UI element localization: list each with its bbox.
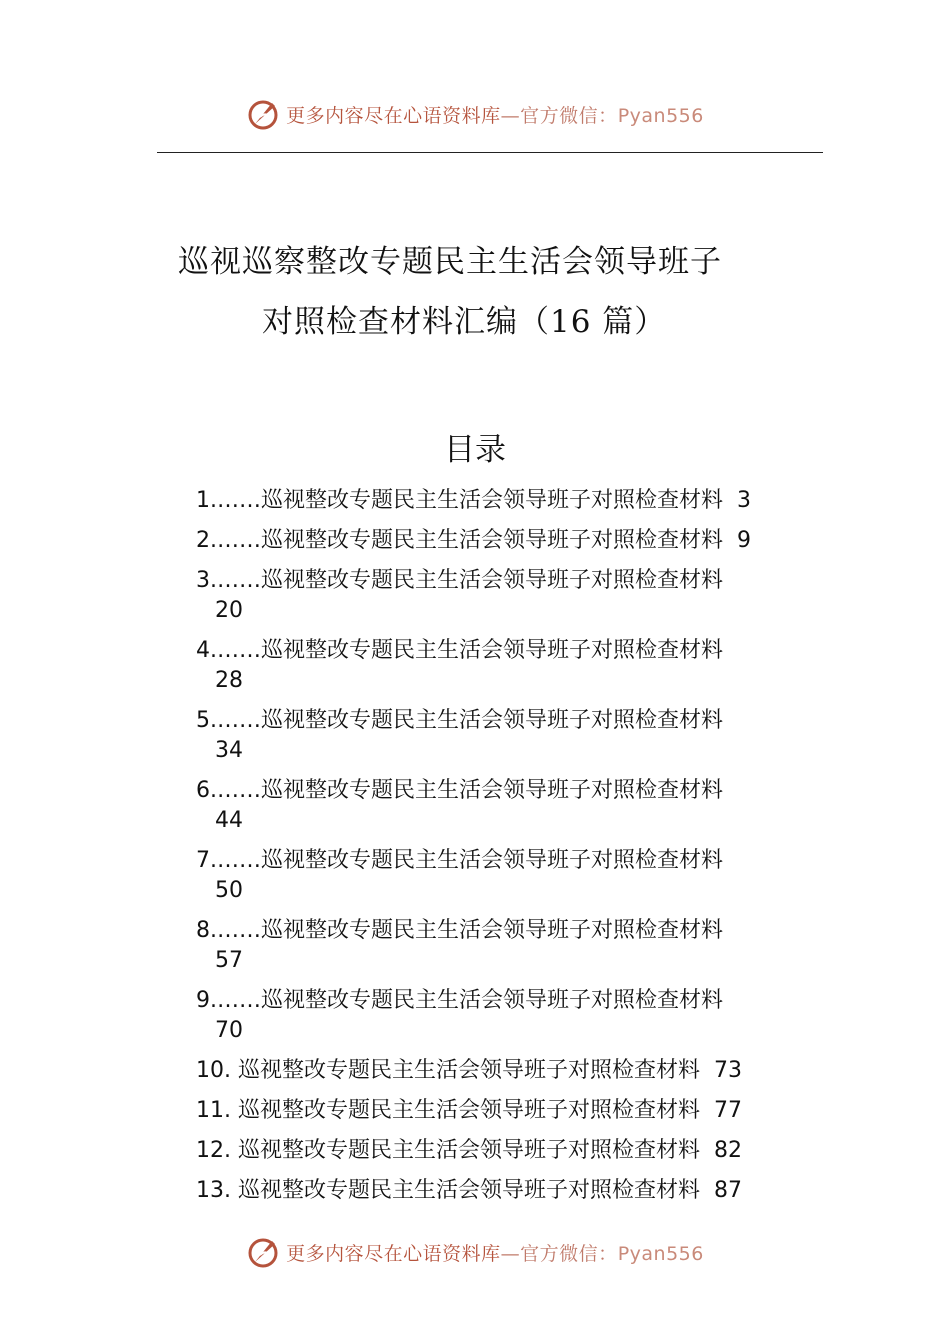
banner-text — [286, 101, 704, 128]
toc-item-title: 巡视整改专题民主生活会领导班子对照检查材料 — [237, 1138, 700, 1163]
toc-item-title: 巡视整改专题民主生活会领导班子对照检查材料 — [261, 988, 724, 1013]
toc-item-page: 20 — [215, 598, 243, 623]
toc-item-page: 44 — [215, 808, 243, 833]
document-title-line1: 巡视巡察整改专题民主生活会领导班子 — [178, 244, 722, 280]
toc-item[interactable] — [196, 526, 896, 566]
banner-dash: — — [500, 104, 521, 127]
toc-item-title: 巡视整改专题民主生活会领导班子对照检查材料 — [261, 488, 724, 513]
banner-slogan: 更多内容尽在心语资料库 — [286, 1242, 501, 1265]
toc-item-title: 巡视整改专题民主生活会领导班子对照检查材料 — [261, 848, 724, 873]
toc-item-number: 5.…… — [196, 708, 261, 733]
toc-item[interactable] — [196, 1096, 896, 1136]
toc-item-page: 57 — [215, 948, 243, 973]
table-of-contents — [196, 486, 896, 1216]
document-title-line2: 对照检查材料汇编（16 篇） — [262, 304, 667, 340]
toc-item-page: 34 — [215, 738, 243, 763]
header-banner — [0, 94, 950, 134]
banner-wechat-id: Pyan556 — [617, 1242, 704, 1265]
toc-item-page: 77 — [714, 1098, 742, 1123]
quill-circle-icon — [246, 1235, 280, 1269]
toc-item-number: 10. — [196, 1058, 238, 1083]
toc-heading: 目录 — [444, 432, 506, 468]
toc-item-page: 50 — [215, 878, 243, 903]
toc-item-title: 巡视整改专题民主生活会领导班子对照检查材料 — [261, 568, 724, 593]
toc-item-number: 4.…… — [196, 638, 261, 663]
header-divider — [157, 152, 823, 153]
toc-item-number: 3.…… — [196, 568, 261, 593]
toc-item-page: 28 — [215, 668, 243, 693]
toc-item-page: 70 — [215, 1018, 243, 1043]
footer-banner — [0, 1232, 950, 1272]
toc-item-number: 1.…… — [196, 488, 261, 513]
toc-item-page: 82 — [714, 1138, 742, 1163]
toc-item[interactable] — [196, 706, 896, 776]
banner-slogan: 更多内容尽在心语资料库 — [286, 104, 501, 127]
toc-item[interactable] — [196, 566, 896, 636]
toc-item-title: 巡视整改专题民主生活会领导班子对照检查材料 — [237, 1178, 700, 1203]
toc-item-title: 巡视整改专题民主生活会领导班子对照检查材料 — [261, 638, 724, 663]
toc-item-title: 巡视整改专题民主生活会领导班子对照检查材料 — [261, 528, 724, 553]
toc-item-title: 巡视整改专题民主生活会领导班子对照检查材料 — [261, 918, 724, 943]
toc-item-page: 87 — [714, 1178, 742, 1203]
toc-item-number: 7.…… — [196, 848, 261, 873]
banner-wechat-label: 官方微信： — [520, 1242, 618, 1265]
toc-item-number: 12. — [196, 1138, 238, 1163]
toc-item[interactable] — [196, 986, 896, 1056]
banner-dash: — — [500, 1242, 521, 1265]
toc-item-page: 3 — [737, 488, 752, 513]
toc-item[interactable] — [196, 846, 896, 916]
toc-item-number: 13. — [196, 1178, 238, 1203]
banner-wechat-label: 官方微信： — [520, 104, 618, 127]
toc-item-page: 9 — [737, 528, 752, 553]
toc-item[interactable] — [196, 1136, 896, 1176]
toc-item[interactable] — [196, 636, 896, 706]
toc-item-number: 9.…… — [196, 988, 261, 1013]
toc-item-number: 8.…… — [196, 918, 261, 943]
toc-item-title: 巡视整改专题民主生活会领导班子对照检查材料 — [261, 778, 724, 803]
banner-wechat-id: Pyan556 — [617, 104, 704, 127]
toc-item[interactable] — [196, 916, 896, 986]
toc-item-title: 巡视整改专题民主生活会领导班子对照检查材料 — [237, 1058, 700, 1083]
quill-circle-icon — [246, 97, 280, 131]
toc-item-number: 6.…… — [196, 778, 261, 803]
toc-item-page: 73 — [714, 1058, 742, 1083]
toc-item[interactable] — [196, 1176, 896, 1216]
banner-text — [286, 1239, 704, 1266]
toc-item[interactable] — [196, 486, 896, 526]
toc-item[interactable] — [196, 1056, 896, 1096]
toc-item-title: 巡视整改专题民主生活会领导班子对照检查材料 — [237, 1098, 700, 1123]
toc-item-title: 巡视整改专题民主生活会领导班子对照检查材料 — [261, 708, 724, 733]
toc-item-number: 11. — [196, 1098, 238, 1123]
toc-item-number: 2.…… — [196, 528, 261, 553]
toc-item[interactable] — [196, 776, 896, 846]
